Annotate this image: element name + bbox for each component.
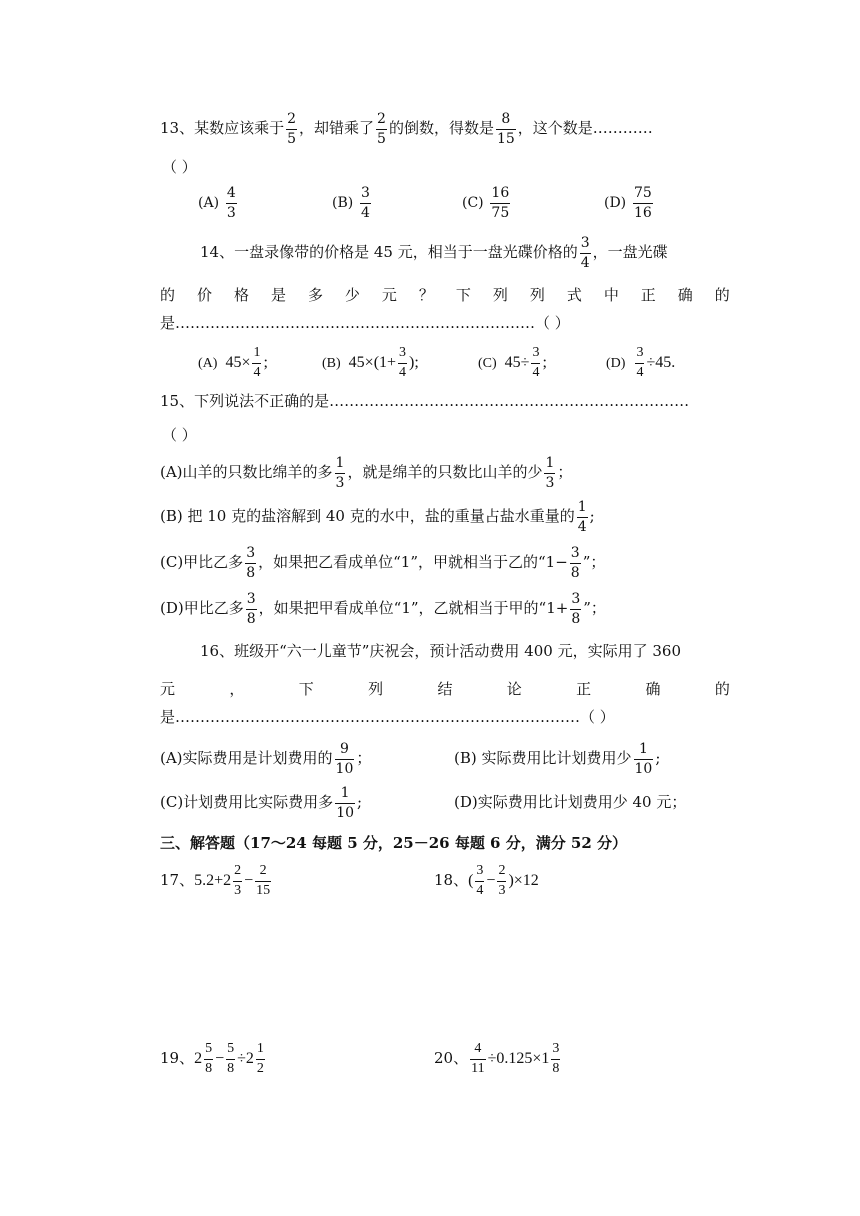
q13-options	[198, 186, 655, 220]
q13-text4: ，这个数是…………	[517, 119, 653, 138]
section-3-heading: 三、解答题（17～24 每题 5 分，25－26 每题 6 分，满分 52 分）	[160, 834, 628, 852]
q14-option-c: (C) 45÷ $\frac{3}{4}$ ;	[478, 345, 547, 380]
q15-option-a: (A)山羊的只数比绵羊的多 $\frac{1}{3}$ ，就是绵羊的只数比山羊的少 $\frac{1}{3}$ ；	[160, 455, 573, 491]
q13-answer-paren: （ ）	[162, 158, 197, 176]
q15-option-b: (B) 把 10 克的盐溶解到 40 克的水中，盐的重量占盐水重量的 $\frac{1}{4}$ ;	[160, 499, 595, 535]
q13-text2: ，却错乘了	[299, 119, 375, 138]
q16-option-d: (D)实际费用比计划费用少 40 元；	[454, 793, 687, 812]
q13-fraction-1: $\frac{2}{5}$	[287, 111, 297, 147]
q19: 19、2 $\frac{5}{8}$ − $\frac{5}{8}$ ÷2 $\frac{1}{2}$	[160, 1041, 264, 1076]
q14-fraction: $\frac{3}{4}$	[580, 235, 590, 271]
q18: 18、( $\frac{3}{4}$ − $\frac{2}{3}$ )×12	[434, 863, 539, 898]
q13-text3: 的倒数，得数是	[388, 119, 494, 138]
q14-options	[198, 346, 675, 380]
q14-option-a: (A) 45× $\frac{1}{4}$ ;	[198, 345, 268, 380]
q13-fraction-3: $\frac{8}{15}$	[496, 111, 515, 147]
q16-option-a: (A)实际费用是计划费用的 $\frac{9}{10}$ ；	[160, 741, 372, 777]
q14-line2: 的 价 格 是 多 少 元 ？ 下 列 列 式 中 正 确 的	[160, 286, 730, 304]
q13-fraction-2: $\frac{2}{5}$	[377, 111, 386, 147]
q20: 20、 $\frac{4}{11}$ ÷0.125×1 $\frac{3}{8}$	[434, 1041, 560, 1076]
q13-option-b: (B) $\frac{3}{4}$	[332, 185, 370, 221]
q17: 17、5.2+2 $\frac{2}{3}$ − $\frac{2}{15}$	[160, 863, 271, 898]
q13-text1: 13、某数应该乘于	[160, 119, 285, 138]
q15-line1: 15、下列说法不正确的是………………………………………………………………	[160, 392, 690, 410]
q13-option-c: (C) $\frac{16}{75}$	[462, 185, 510, 221]
q16-line3: 是………………………………………………………………………（ ）	[160, 708, 615, 726]
q16-options-row2	[160, 786, 686, 820]
q16-option-c: (C)计划费用比实际费用多 $\frac{1}{10}$ ;	[160, 785, 363, 821]
q15-option-c: (C)甲比乙多 $\frac{3}{8}$ ，如果把乙看成单位“1”，甲就相当于乙的“1− $\frac{3}{8}$ ”；	[160, 545, 606, 581]
q13-line1	[160, 112, 653, 146]
q14-option-d: (D) $\frac{3}{4}$ ÷45.	[606, 345, 676, 380]
q13-option-d: (D) $\frac{75}{16}$	[604, 185, 652, 221]
q16-options-row1	[160, 742, 660, 776]
q15-option-d: (D)甲比乙多 $\frac{3}{8}$ ，如果把甲看成单位“1”，乙就相当于甲的“1+ $\frac{3}{8}$ ”；	[160, 591, 606, 627]
q16-line2: 元 ， 下 列 结 论 正 确 的	[160, 680, 730, 698]
q16-option-b: (B) 实际费用比计划费用少 $\frac{1}{10}$ ;	[454, 741, 661, 777]
q16-line1: 16、班级开“六一儿童节”庆祝会，预计活动费用 400 元，实际用了 360	[200, 642, 681, 660]
q13-option-a: (A) $\frac{4}{3}$	[198, 185, 236, 221]
q14-option-b: (B) 45×(1+ $\frac{3}{4}$ );	[322, 345, 419, 380]
q15-answer-paren: （ ）	[162, 426, 197, 444]
q14-line3: 是………………………………………………………………（ ）	[160, 314, 570, 332]
q14-line1: 14、一盘录像带的价格是 45 元，相当于一盘光碟价格的 $\frac{3}{4}$ ，一盘光碟	[200, 235, 668, 271]
